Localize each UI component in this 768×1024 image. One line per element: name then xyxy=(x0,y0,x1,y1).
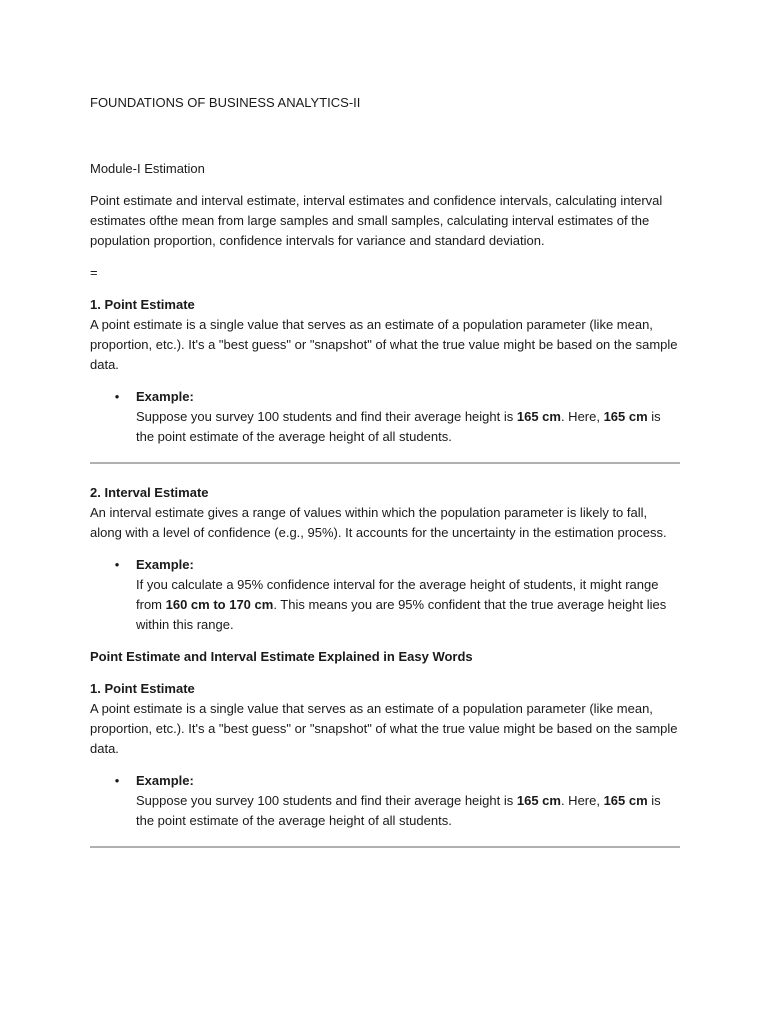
syllabus-paragraph: Point estimate and interval estimate, interval estimates and confidence intervals, calculating interval estimates ofthe mean from large samples and small samples, calculating interval estimates of the population proportion, confidence intervals for variance and standard deviation. xyxy=(90,193,663,248)
example-list xyxy=(90,387,680,447)
document-content xyxy=(90,93,680,867)
example-bold-value: 165 cm xyxy=(516,793,561,808)
example-text-part: . This means you are 95% confident that the true average height lies within this range. xyxy=(136,597,667,632)
example-text-part: Suppose you survey 100 students and find their average height is xyxy=(136,793,517,808)
horizontal-rule xyxy=(90,462,680,464)
example-text-part: . Here, xyxy=(560,793,604,808)
example-label: Example: xyxy=(136,389,194,404)
example-text-part: is the point estimate of the average height of all students. xyxy=(136,793,661,828)
example-bold-value: 160 cm to 170 cm xyxy=(165,597,274,612)
section-heading: 2. Interval Estimate xyxy=(90,485,209,500)
equals-line: = xyxy=(90,265,98,280)
bullet-icon: • xyxy=(114,389,120,404)
example-text xyxy=(136,409,661,444)
section-body: A point estimate is a single value that serves as an estimate of a population parameter (like mean, proportion, etc.). It's a "best guess" or "snapshot" of what the true value might be based on the sample data. xyxy=(90,701,678,756)
section-body: An interval estimate gives a range of values within which the population parameter is likely to fall, along with a level of confidence (e.g., 95%). It accounts for the uncertainty in the estimation process. xyxy=(90,505,667,540)
section-point-estimate xyxy=(90,295,680,447)
example-text-part: If you calculate a 95% confidence interval for the average height of students, it might range from xyxy=(136,577,659,612)
bullet-icon: • xyxy=(114,557,120,572)
example-label: Example: xyxy=(136,557,194,572)
example-label: Example: xyxy=(136,773,194,788)
section-body: A point estimate is a single value that serves as an estimate of a population parameter (like mean, proportion, etc.). It's a "best guess" or "snapshot" of what the true value might be based on the sample data. xyxy=(90,317,678,372)
bullet-icon: • xyxy=(114,773,120,788)
list-item xyxy=(114,771,680,831)
example-text-part: . Here, xyxy=(560,409,604,424)
example-text-part: Suppose you survey 100 students and find their average height is xyxy=(136,409,517,424)
example-text-part: is the point estimate of the average height of all students. xyxy=(136,409,661,444)
example-list xyxy=(90,555,680,635)
list-item xyxy=(114,555,680,635)
example-list xyxy=(90,771,680,831)
section-interval-estimate xyxy=(90,483,680,635)
section-point-estimate-repeat xyxy=(90,679,680,831)
module-title: Module-I Estimation xyxy=(90,161,205,176)
example-bold-value: 165 cm xyxy=(603,409,648,424)
example-text xyxy=(136,793,661,828)
section-heading: 1. Point Estimate xyxy=(90,297,195,312)
example-bold-value: 165 cm xyxy=(603,793,648,808)
section-heading: 1. Point Estimate xyxy=(90,681,195,696)
list-item xyxy=(114,387,680,447)
explained-heading: Point Estimate and Interval Estimate Explained in Easy Words xyxy=(90,649,473,664)
document-title: FOUNDATIONS OF BUSINESS ANALYTICS-II xyxy=(90,95,361,110)
example-bold-value: 165 cm xyxy=(516,409,561,424)
example-text xyxy=(136,577,666,632)
horizontal-rule xyxy=(90,846,680,848)
